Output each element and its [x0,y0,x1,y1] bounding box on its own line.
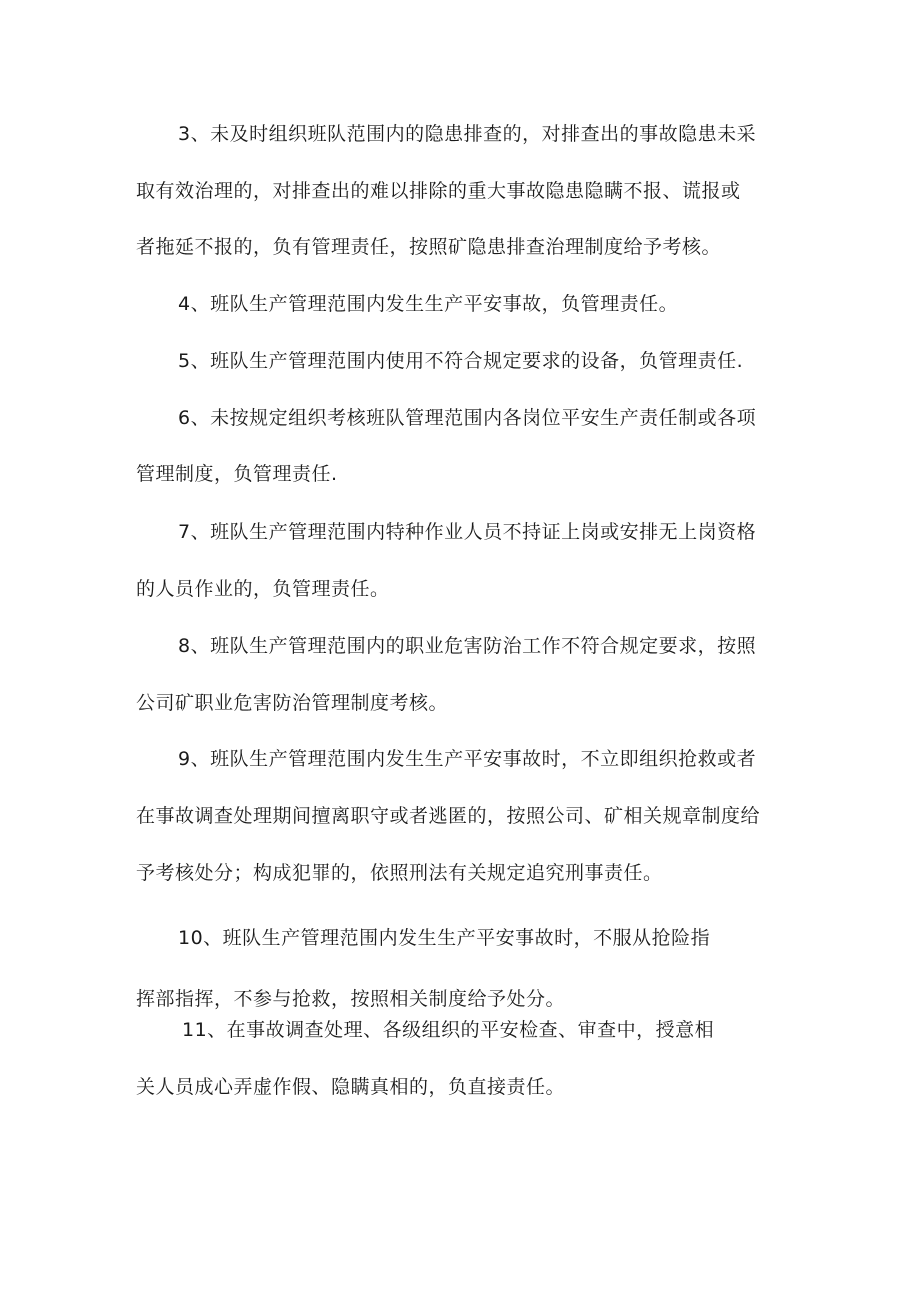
item-7-line-2: 的人员作业的，负管理责任。 [136,578,390,600]
item-7-line-1: 7、班队生产管理范围内特种作业人员不持证上岗或安排无上岗资格 [178,521,757,543]
item-11-line-1: 11、在事故调查处理、各级组织的平安检查、审查中，授意相 [182,1019,715,1041]
item-5-line-1: 5、班队生产管理范围内使用不符合规定要求的设备，负管理责任. [178,350,744,372]
item-9-line-2: 在事故调查处理期间擅离职守或者逃匿的，按照公司、矿相关规章制度给 [136,805,761,827]
item-9-line-1: 9、班队生产管理范围内发生生产平安事故时，不立即组织抢救或者 [178,748,757,770]
item-4-line-1: 4、班队生产管理范围内发生生产平安事故，负管理责任。 [178,293,679,315]
item-6-line-1: 6、未按规定组织考核班队管理范围内各岗位平安生产责任制或各项 [178,407,757,429]
item-10-line-1: 10、班队生产管理范围内发生生产平安事故时，不服从抢险指 [178,927,711,949]
item-10-line-2: 挥部指挥，不参与抢救，按照相关制度给予处分。 [136,988,566,1010]
item-3-line-2: 取有效治理的，对排查出的难以排除的重大事故隐患隐瞒不报、谎报或 [136,180,741,202]
item-11-line-2: 关人员成心弄虚作假、隐瞒真相的，负直接责任。 [136,1076,566,1098]
item-3-line-3: 者拖延不报的，负有管理责任，按照矿隐患排查治理制度给予考核。 [136,236,722,258]
item-6-line-2: 管理制度，负管理责任. [136,463,338,485]
item-9-line-3: 予考核处分；构成犯罪的，依照刑法有关规定追究刑事责任。 [136,862,663,884]
item-8-line-2: 公司矿职业危害防治管理制度考核。 [136,692,449,714]
item-3-line-1: 3、未及时组织班队范围内的隐患排查的，对排查出的事故隐患未采 [178,123,757,145]
item-8-line-1: 8、班队生产管理范围内的职业危害防治工作不符合规定要求，按照 [178,635,757,657]
